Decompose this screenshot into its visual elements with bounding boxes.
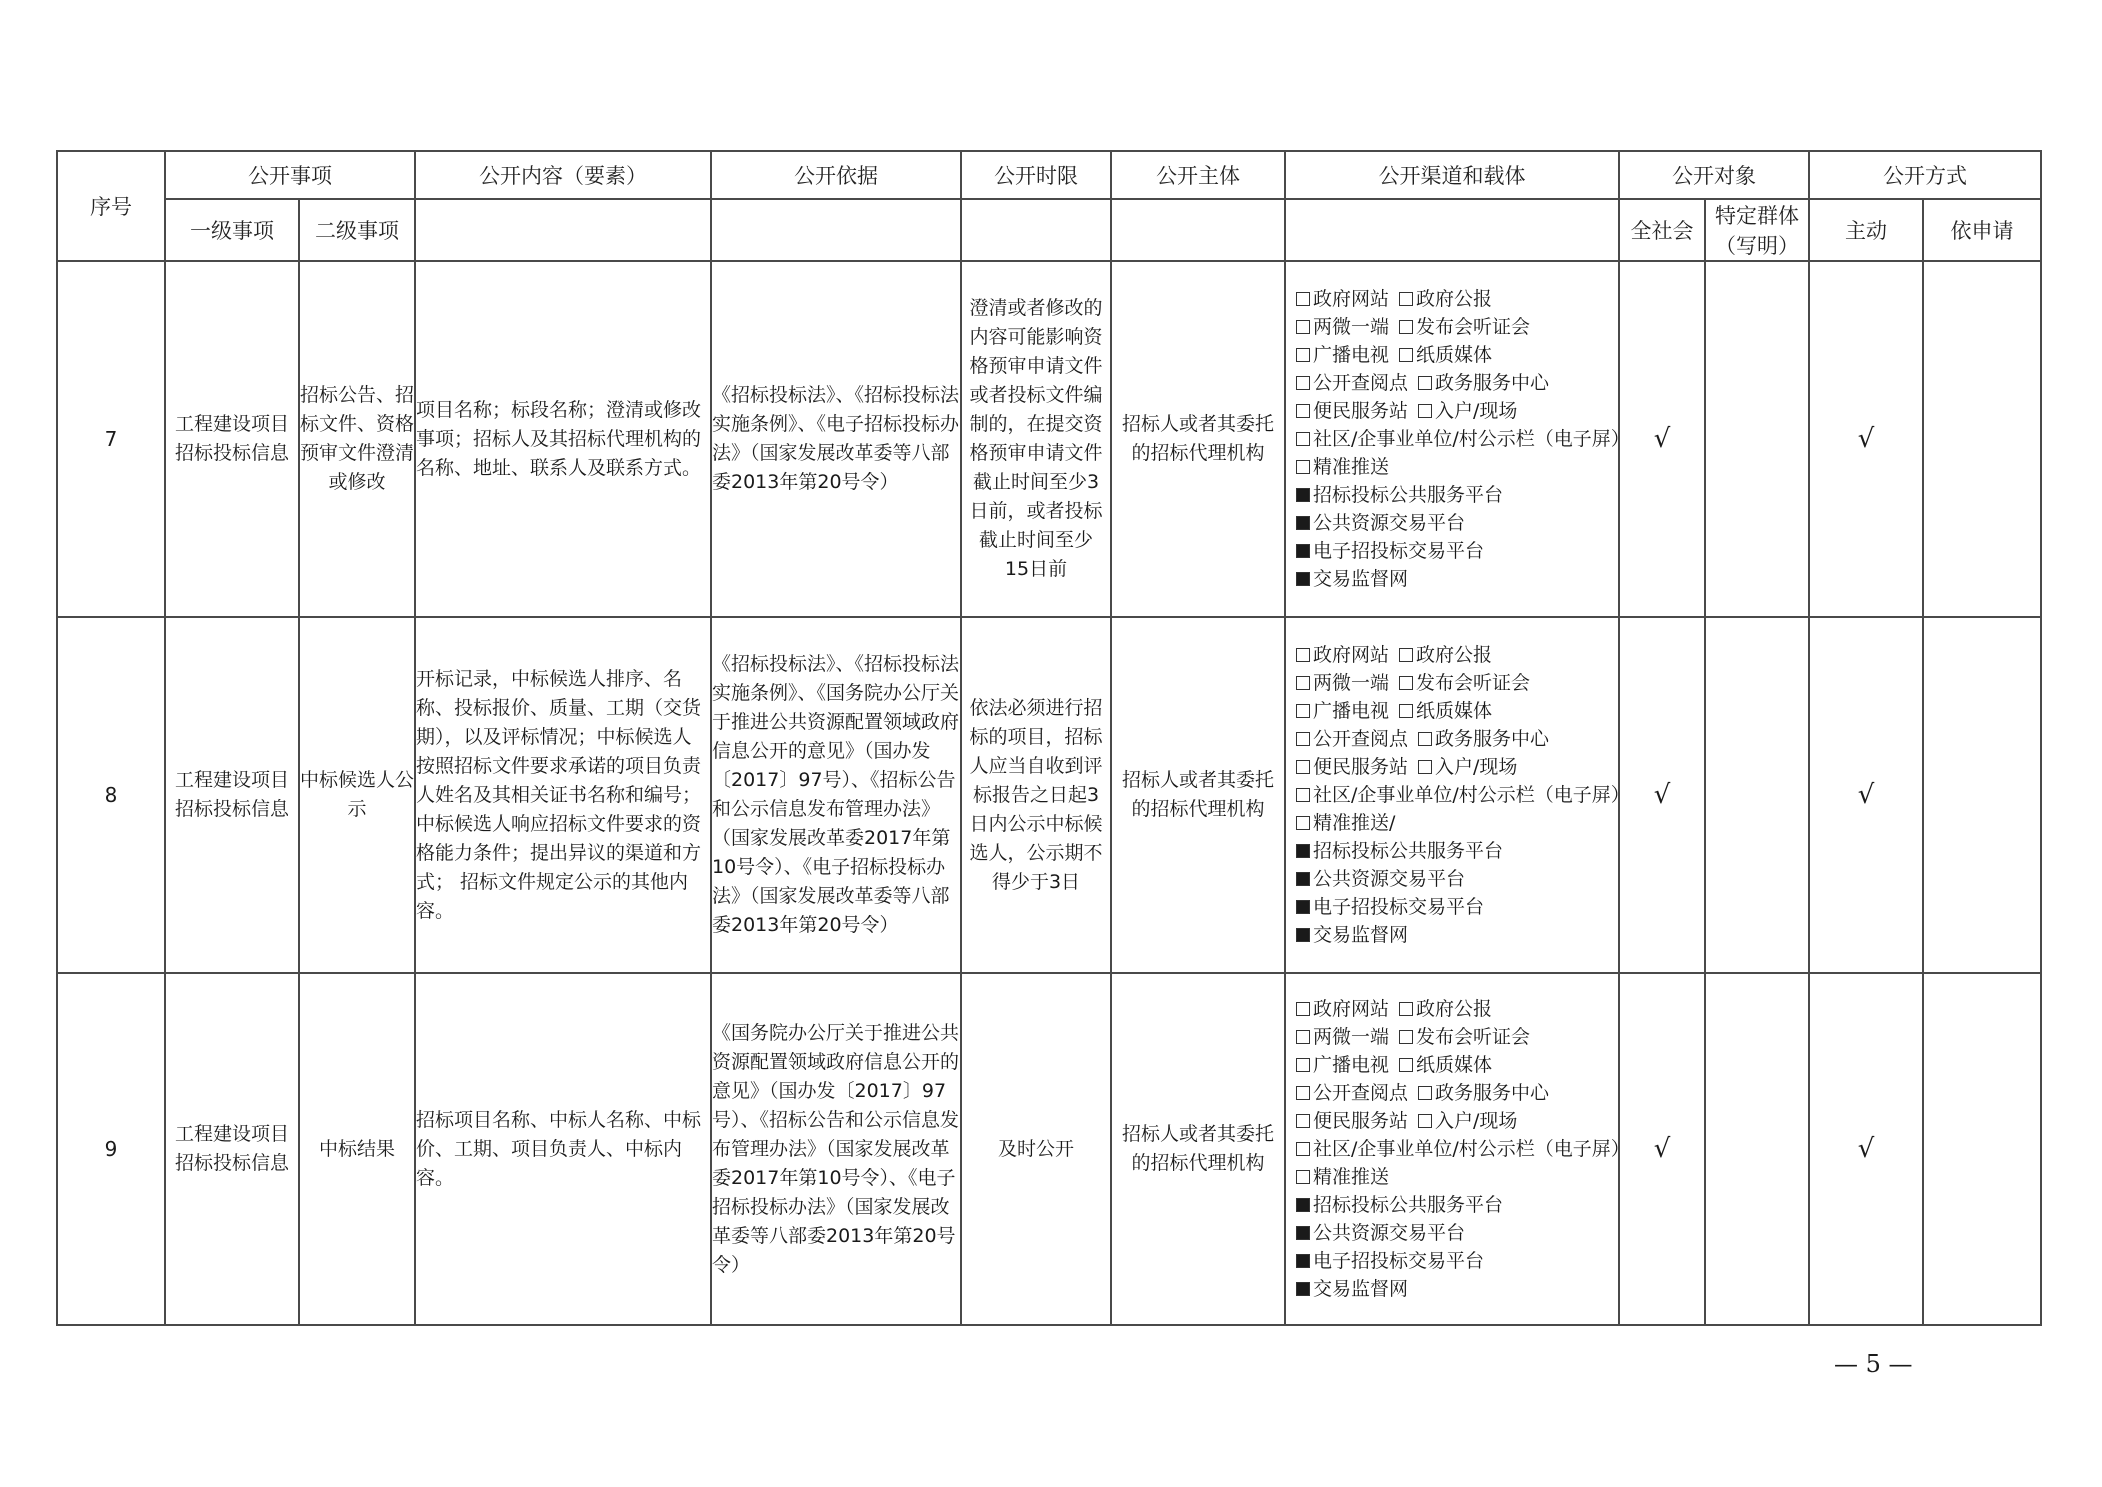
checkbox-empty-icon (1418, 732, 1432, 746)
channel-label: 精准推送 (1313, 1166, 1390, 1188)
channel-option (1296, 369, 1408, 397)
row-subject: 招标人或者其委托的招标代理机构 (1111, 973, 1285, 1325)
checkbox-empty-icon (1418, 1086, 1432, 1100)
header-audience: 公开对象 (1619, 151, 1809, 199)
channel-option (1399, 995, 1492, 1023)
checkbox-empty-icon (1296, 404, 1310, 418)
channel-label: 广播电视 (1313, 1054, 1390, 1076)
checkbox-filled-icon (1296, 488, 1310, 502)
header-seq: 序号 (57, 151, 165, 261)
checkbox-empty-icon (1399, 676, 1413, 690)
channel-line (1296, 369, 1612, 397)
checkbox-empty-icon (1296, 1086, 1310, 1100)
channel-line (1296, 509, 1612, 537)
channel-label: 两微一端 (1313, 672, 1390, 694)
channel-option (1296, 865, 1465, 893)
channel-label: 广播电视 (1313, 344, 1390, 366)
checkbox-empty-icon (1418, 1114, 1432, 1128)
channel-label: 便民服务站 (1313, 756, 1409, 778)
channel-line (1296, 753, 1612, 781)
channel-line (1296, 1051, 1612, 1079)
row-specific-group (1705, 617, 1809, 973)
channel-option (1296, 697, 1389, 725)
channel-line (1296, 865, 1612, 893)
checkbox-empty-icon (1296, 1030, 1310, 1044)
channel-option (1399, 669, 1530, 697)
channel-line (1296, 837, 1612, 865)
channel-label: 公开查阅点 (1313, 728, 1409, 750)
channel-option (1296, 893, 1484, 921)
checkbox-empty-icon (1296, 816, 1310, 830)
row-active: √ (1809, 261, 1923, 617)
channel-option (1296, 1247, 1484, 1275)
channel-label: 公开查阅点 (1313, 1082, 1409, 1104)
row-channels (1285, 617, 1630, 973)
channel-option (1296, 537, 1484, 565)
channel-label: 政府公报 (1416, 644, 1493, 666)
channel-option (1296, 425, 1630, 453)
channel-line (1296, 1163, 1612, 1191)
channel-label: 政府网站 (1313, 288, 1390, 310)
row-seq: 8 (57, 617, 165, 973)
header-method: 公开方式 (1809, 151, 2041, 199)
channel-option (1418, 753, 1517, 781)
checkbox-filled-icon (1296, 900, 1310, 914)
channel-list (1286, 285, 1630, 593)
channel-option (1296, 1163, 1389, 1191)
row-all-society: √ (1619, 617, 1705, 973)
row-content: 项目名称；标段名称；澄清或修改事项；招标人及其招标代理机构的名称、地址、联系人及联系方式。 (415, 261, 711, 617)
checkbox-empty-icon (1296, 788, 1310, 802)
checkbox-empty-icon (1296, 704, 1310, 718)
channel-option (1296, 1275, 1408, 1303)
channel-label: 纸质媒体 (1416, 344, 1493, 366)
channel-line (1296, 341, 1612, 369)
row-subject: 招标人或者其委托的招标代理机构 (1111, 261, 1285, 617)
channel-line (1296, 697, 1612, 725)
row-all-society: √ (1619, 261, 1705, 617)
channel-label: 电子招投标交易平台 (1313, 1250, 1485, 1272)
channel-option (1296, 1219, 1465, 1247)
channel-line (1296, 1135, 1630, 1163)
checkbox-empty-icon (1296, 1170, 1310, 1184)
checkbox-empty-icon (1399, 320, 1413, 334)
channel-line (1296, 397, 1612, 425)
row-seq: 9 (57, 973, 165, 1325)
channel-label: 招标投标公共服务平台 (1313, 1194, 1504, 1216)
channel-label: 政府公报 (1416, 288, 1493, 310)
channel-label: 精准推送 (1313, 456, 1390, 478)
channel-option (1296, 1107, 1408, 1135)
channel-option (1418, 369, 1549, 397)
channel-label: 政府公报 (1416, 998, 1493, 1020)
channel-option (1296, 921, 1408, 949)
checkbox-empty-icon (1399, 1002, 1413, 1016)
channel-label: 纸质媒体 (1416, 1054, 1493, 1076)
channel-label: 便民服务站 (1313, 400, 1409, 422)
header-content-blank (415, 199, 711, 261)
channel-label: 交易监督网 (1313, 1278, 1409, 1300)
channel-option (1418, 397, 1517, 425)
channel-line (1296, 285, 1612, 313)
channel-option (1296, 781, 1630, 809)
header-on-request: 依申请 (1923, 199, 2041, 261)
header-content: 公开内容（要素） (415, 151, 711, 199)
channel-label: 政府网站 (1313, 644, 1390, 666)
header-basis: 公开依据 (711, 151, 961, 199)
row-content: 开标记录，中标候选人排序、名称、投标报价、质量、工期（交货期），以及评标情况；中标候选人按照招标文件要求承诺的项目负责人姓名及其相关证书名称和编号；中标候选人响应招标文件要求的资格能力条件；提出异议的渠道和方式； 招标文件规定公示的其他内容。 (415, 617, 711, 973)
channel-label: 两微一端 (1313, 1026, 1390, 1048)
row-active: √ (1809, 973, 1923, 1325)
channel-line (1296, 565, 1612, 593)
channel-option (1399, 641, 1492, 669)
channel-option (1296, 481, 1503, 509)
channel-label: 政务服务中心 (1435, 728, 1550, 750)
channel-option (1296, 809, 1395, 837)
channel-label: 招标投标公共服务平台 (1313, 484, 1504, 506)
header-row-2 (57, 199, 2041, 261)
header-channel: 公开渠道和载体 (1285, 151, 1619, 199)
channel-label: 纸质媒体 (1416, 700, 1493, 722)
channel-label: 广播电视 (1313, 700, 1390, 722)
channel-line (1296, 1219, 1612, 1247)
row-level2: 招标公告、招标文件、资格预审文件澄清或修改 (299, 261, 415, 617)
channel-line (1296, 893, 1612, 921)
checkbox-empty-icon (1296, 432, 1310, 446)
channel-label: 交易监督网 (1313, 924, 1409, 946)
channel-option (1399, 341, 1492, 369)
channel-line (1296, 995, 1612, 1023)
channel-option (1399, 313, 1530, 341)
channel-option (1296, 313, 1389, 341)
checkbox-empty-icon (1399, 704, 1413, 718)
channel-line (1296, 1275, 1612, 1303)
table-row (57, 973, 2041, 1325)
checkbox-empty-icon (1296, 376, 1310, 390)
checkbox-empty-icon (1399, 348, 1413, 362)
channel-label: 政府网站 (1313, 998, 1390, 1020)
header-active: 主动 (1809, 199, 1923, 261)
header-specific-group: 特定群体（写明） (1705, 199, 1809, 261)
channel-line (1296, 481, 1612, 509)
row-basis: 《国务院办公厅关于推进公共资源配置领域政府信息公开的意见》（国办发〔2017〕97号）、《招标公告和公示信息发布管理办法》（国家发展改革委2017年第10号令）、《电子招标投标办法》（国家发展改革委等八部委2013年第20号令） (711, 973, 961, 1325)
channel-option (1296, 509, 1465, 537)
row-level1: 工程建设项目招标投标信息 (165, 973, 299, 1325)
channel-label: 招标投标公共服务平台 (1313, 840, 1504, 862)
checkbox-filled-icon (1296, 516, 1310, 530)
channel-option (1418, 725, 1549, 753)
channel-option (1296, 341, 1389, 369)
channel-option (1296, 995, 1389, 1023)
channel-label: 发布会听证会 (1416, 672, 1531, 694)
checkbox-empty-icon (1296, 1142, 1310, 1156)
channel-option (1296, 837, 1503, 865)
channel-line (1296, 725, 1612, 753)
row-subject: 招标人或者其委托的招标代理机构 (1111, 617, 1285, 973)
channel-line (1296, 921, 1612, 949)
row-on-request (1923, 973, 2041, 1325)
channel-line (1296, 453, 1612, 481)
row-time-limit: 依法必须进行招标的项目，招标人应当自收到评标报告之日起3日内公示中标候选人，公示期不得少于3日 (961, 617, 1111, 973)
checkbox-filled-icon (1296, 1282, 1310, 1296)
channel-label: 公共资源交易平台 (1313, 1222, 1466, 1244)
channel-line (1296, 809, 1612, 837)
header-subject-blank (1111, 199, 1285, 261)
channel-option (1296, 1135, 1630, 1163)
row-level1: 工程建设项目招标投标信息 (165, 617, 299, 973)
channel-option (1296, 753, 1408, 781)
channel-label: 入户/现场 (1435, 400, 1518, 422)
row-on-request (1923, 261, 2041, 617)
channel-option (1296, 453, 1389, 481)
channel-option (1296, 397, 1408, 425)
checkbox-empty-icon (1296, 648, 1310, 662)
channel-option (1296, 1051, 1389, 1079)
channel-label: 公共资源交易平台 (1313, 512, 1466, 534)
channel-line (1296, 1079, 1612, 1107)
row-time-limit: 澄清或者修改的内容可能影响资格预审申请文件或者投标文件编制的，在提交资格预审申请文件截止时间至少3日前，或者投标截止时间至少15日前 (961, 261, 1111, 617)
channel-label: 精准推送/ (1313, 812, 1396, 834)
checkbox-empty-icon (1296, 460, 1310, 474)
header-row-1 (57, 151, 2041, 199)
checkbox-empty-icon (1418, 760, 1432, 774)
channel-line (1296, 1023, 1612, 1051)
checkbox-filled-icon (1296, 1226, 1310, 1240)
checkbox-empty-icon (1399, 1058, 1413, 1072)
header-all-society: 全社会 (1619, 199, 1705, 261)
channel-line (1296, 781, 1630, 809)
channel-line (1296, 537, 1612, 565)
checkbox-empty-icon (1296, 1114, 1310, 1128)
channel-option (1296, 285, 1389, 313)
channel-line (1296, 1107, 1612, 1135)
row-active: √ (1809, 617, 1923, 973)
channel-line (1296, 1247, 1612, 1275)
checkbox-filled-icon (1296, 844, 1310, 858)
row-level2: 中标候选人公示 (299, 617, 415, 973)
channel-option (1296, 1079, 1408, 1107)
channel-label: 政务服务中心 (1435, 1082, 1550, 1104)
table-body (57, 261, 2041, 1325)
row-time-limit: 及时公开 (961, 973, 1111, 1325)
channel-label: 交易监督网 (1313, 568, 1409, 590)
checkbox-empty-icon (1399, 1030, 1413, 1044)
row-basis: 《招标投标法》、《招标投标法实施条例》、《国务院办公厅关于推进公共资源配置领域政府信息公开的意见》（国办发〔2017〕97号）、《招标公告和公示信息发布管理办法》（国家发展改革委2017年第10号令）、《电子招标投标办法》（国家发展改革委等八部委2013年第20号令） (711, 617, 961, 973)
checkbox-empty-icon (1296, 348, 1310, 362)
row-all-society: √ (1619, 973, 1705, 1325)
channel-label: 社区/企事业单位/村公示栏（电子屏） (1313, 784, 1630, 806)
checkbox-filled-icon (1296, 1198, 1310, 1212)
header-basis-blank (711, 199, 961, 261)
channel-label: 公共资源交易平台 (1313, 868, 1466, 890)
channel-option (1296, 565, 1408, 593)
checkbox-empty-icon (1418, 376, 1432, 390)
channel-list (1286, 641, 1630, 949)
channel-option (1418, 1107, 1517, 1135)
channel-list (1286, 995, 1630, 1303)
channel-label: 公开查阅点 (1313, 372, 1409, 394)
checkbox-empty-icon (1399, 292, 1413, 306)
checkbox-filled-icon (1296, 1254, 1310, 1268)
channel-line (1296, 313, 1612, 341)
header-subject: 公开主体 (1111, 151, 1285, 199)
header-time-limit: 公开时限 (961, 151, 1111, 199)
header-level2: 二级事项 (299, 199, 415, 261)
checkbox-filled-icon (1296, 928, 1310, 942)
header-items: 公开事项 (165, 151, 415, 199)
checkbox-empty-icon (1296, 320, 1310, 334)
channel-line (1296, 669, 1612, 697)
header-channel-blank (1285, 199, 1619, 261)
checkbox-filled-icon (1296, 544, 1310, 558)
channel-option (1296, 1023, 1389, 1051)
header-time-blank (961, 199, 1111, 261)
channel-option (1296, 669, 1389, 697)
checkbox-empty-icon (1296, 676, 1310, 690)
row-channels (1285, 973, 1630, 1325)
table-row (57, 617, 2041, 973)
channel-option (1296, 641, 1389, 669)
channel-label: 发布会听证会 (1416, 1026, 1531, 1048)
channel-label: 发布会听证会 (1416, 316, 1531, 338)
channel-option (1399, 1051, 1492, 1079)
channel-line (1296, 1191, 1612, 1219)
channel-option (1399, 285, 1492, 313)
channel-option (1399, 1023, 1530, 1051)
header-level1: 一级事项 (165, 199, 299, 261)
row-content: 招标项目名称、中标人名称、中标价、工期、项目负责人、中标内容。 (415, 973, 711, 1325)
checkbox-filled-icon (1296, 572, 1310, 586)
channel-label: 便民服务站 (1313, 1110, 1409, 1132)
table-row (57, 261, 2041, 617)
disclosure-table (56, 150, 2042, 1326)
checkbox-empty-icon (1296, 732, 1310, 746)
row-level1: 工程建设项目招标投标信息 (165, 261, 299, 617)
checkbox-empty-icon (1296, 1058, 1310, 1072)
row-level2: 中标结果 (299, 973, 415, 1325)
checkbox-empty-icon (1296, 760, 1310, 774)
row-seq: 7 (57, 261, 165, 617)
channel-line (1296, 641, 1612, 669)
channel-option (1418, 1079, 1549, 1107)
row-specific-group (1705, 973, 1809, 1325)
checkbox-empty-icon (1296, 1002, 1310, 1016)
row-on-request (1923, 617, 2041, 973)
checkbox-empty-icon (1418, 404, 1432, 418)
channel-label: 电子招投标交易平台 (1313, 540, 1485, 562)
channel-label: 社区/企事业单位/村公示栏（电子屏） (1313, 428, 1630, 450)
row-specific-group (1705, 261, 1809, 617)
channel-label: 入户/现场 (1435, 756, 1518, 778)
checkbox-filled-icon (1296, 872, 1310, 886)
checkbox-empty-icon (1399, 648, 1413, 662)
channel-option (1399, 697, 1492, 725)
row-basis: 《招标投标法》、《招标投标法实施条例》、《电子招标投标办法》（国家发展改革委等八部委2013年第20号令） (711, 261, 961, 617)
channel-label: 社区/企事业单位/村公示栏（电子屏） (1313, 1138, 1630, 1160)
checkbox-empty-icon (1296, 292, 1310, 306)
channel-option (1296, 725, 1408, 753)
channel-label: 电子招投标交易平台 (1313, 896, 1485, 918)
page-number: — 5 — (1834, 1350, 1913, 1378)
channel-label: 两微一端 (1313, 316, 1390, 338)
channel-label: 政务服务中心 (1435, 372, 1550, 394)
row-channels (1285, 261, 1630, 617)
channel-label: 入户/现场 (1435, 1110, 1518, 1132)
channel-line (1296, 425, 1630, 453)
channel-option (1296, 1191, 1503, 1219)
